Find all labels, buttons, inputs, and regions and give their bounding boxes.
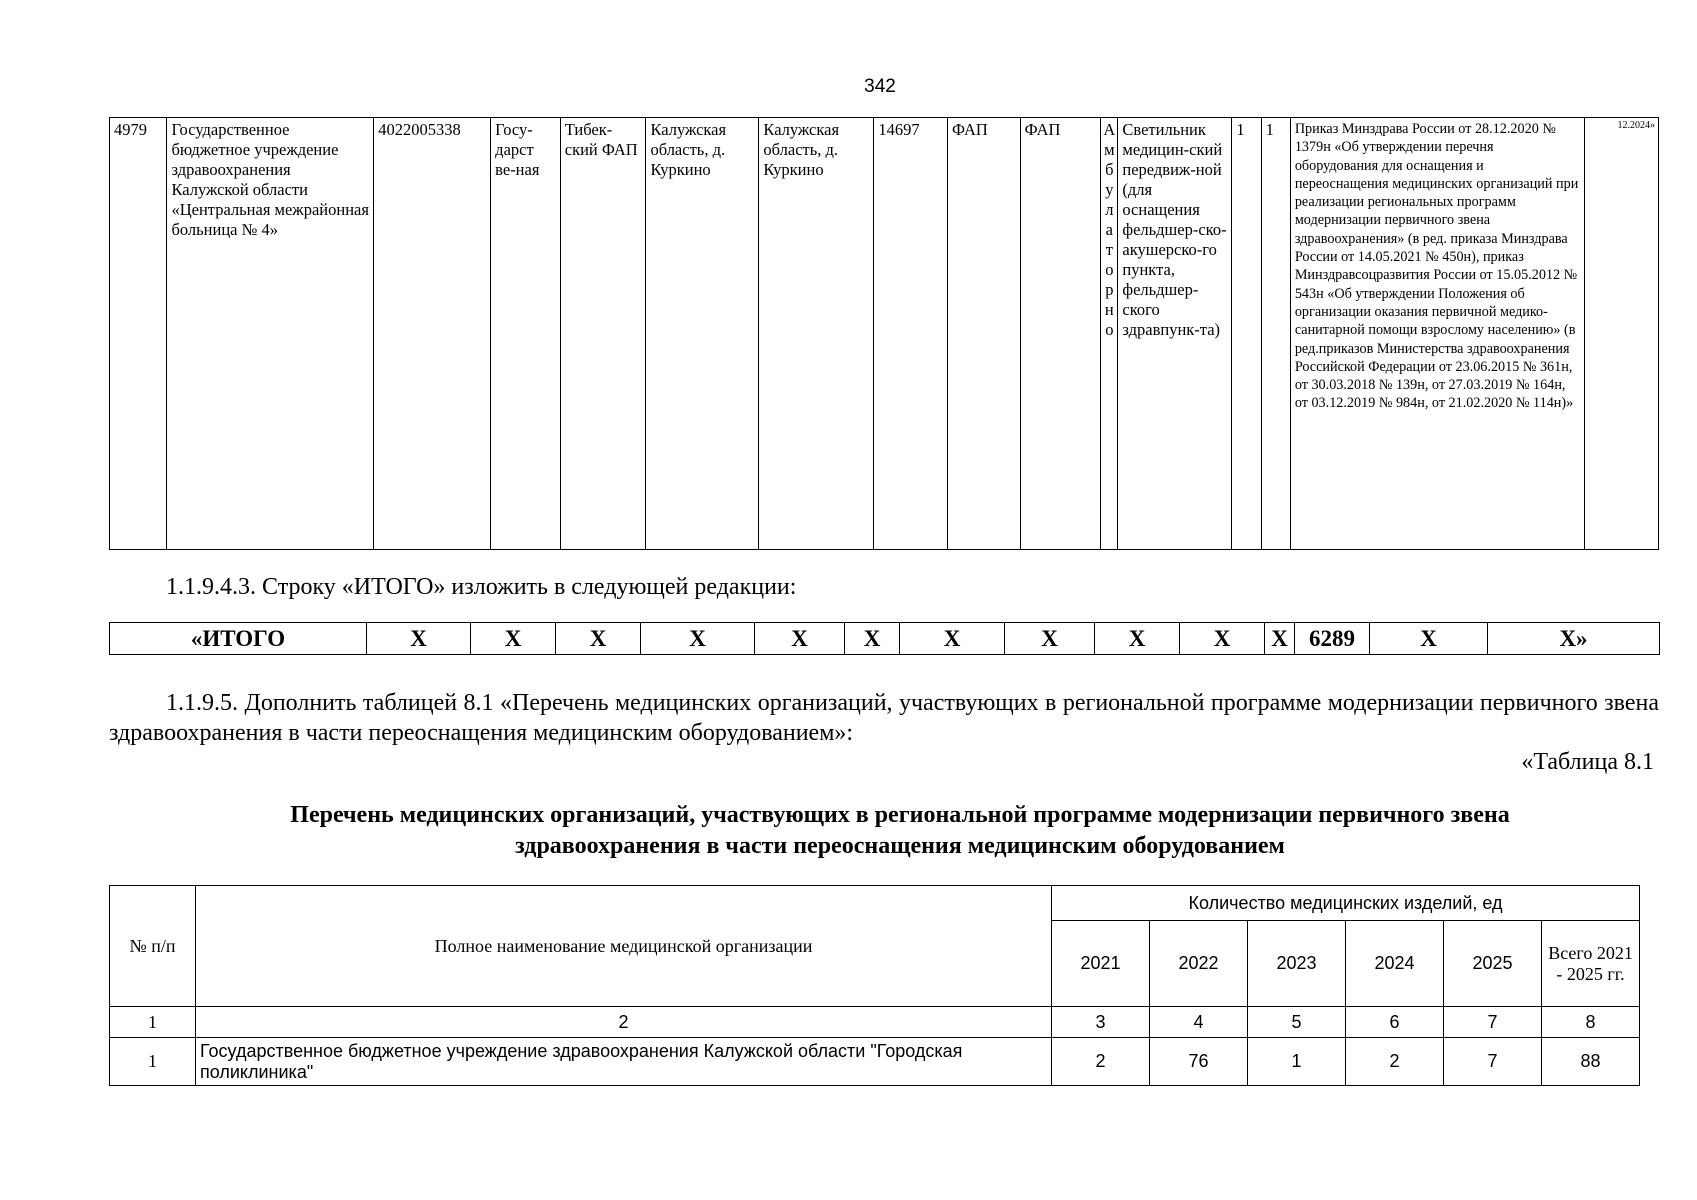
equipment-table-row	[109, 117, 1659, 550]
quantity-cell-2: 1	[1261, 118, 1290, 550]
header-quantity: Количество медицинских изделий, ед	[1052, 886, 1640, 921]
vertical-letter: у	[1105, 180, 1114, 199]
header-year-2023: 2023	[1248, 921, 1346, 1007]
inn-cell: 4022005338	[374, 118, 491, 550]
table-row	[110, 118, 1659, 550]
itogo-x: X	[1095, 623, 1180, 655]
care-form-letters	[1101, 120, 1117, 340]
vertical-letter: р	[1105, 280, 1114, 299]
vertical-letter: б	[1105, 160, 1114, 179]
header-year-2024: 2024	[1346, 921, 1444, 1007]
itogo-table	[109, 622, 1660, 655]
organization-name: Государственное бюджетное учреждение здравоохранения Калужской области «Центральная межрайонная больница № 4»	[167, 118, 374, 550]
vertical-letter: м	[1104, 140, 1115, 159]
column-number: 5	[1248, 1007, 1346, 1038]
itogo-row	[110, 623, 1660, 655]
address-cell-1: Калужская область, д. Куркино	[646, 118, 759, 550]
vertical-letter: о	[1105, 320, 1114, 339]
vertical-letter: а	[1105, 220, 1113, 239]
vertical-letter: н	[1104, 300, 1114, 319]
header-year-2021: 2021	[1052, 921, 1150, 1007]
population-cell: 14697	[874, 118, 948, 550]
column-number: 6	[1346, 1007, 1444, 1038]
quantity-cell-1: 1	[1232, 118, 1261, 550]
itogo-x: X	[1265, 623, 1295, 655]
value-2024: 2	[1346, 1038, 1444, 1086]
column-numbers-row	[110, 1007, 1640, 1038]
value-2023: 1	[1248, 1038, 1346, 1086]
equipment-cell: Светильник медицин-ский передвиж-ной (для оснащения фельдшер-ско-акушерско-го пункта, фельдшер-ского здравпунк-та)	[1118, 118, 1232, 550]
value-2022: 76	[1150, 1038, 1248, 1086]
itogo-total: 6289	[1295, 623, 1370, 655]
itogo-last: X»	[1488, 623, 1660, 655]
header-row	[110, 886, 1640, 921]
column-number: 1	[110, 1007, 196, 1038]
itogo-x: X	[1370, 623, 1488, 655]
row-number: 4979	[110, 118, 167, 550]
column-number: 8	[1542, 1007, 1640, 1038]
itogo-x: X	[471, 623, 556, 655]
value-2021: 2	[1052, 1038, 1150, 1086]
vertical-letter: А	[1103, 120, 1116, 139]
table-label: «Таблица 8.1	[1521, 749, 1654, 775]
paragraph-add-table: 1.1.9.5. Дополнить таблицей 8.1 «Перечень медицинских организаций, участвующих в региональной программе модернизации первичного звена здравоохранения в части переоснащения медицинским оборудованием»:	[109, 690, 1659, 746]
table-row	[110, 1038, 1640, 1086]
column-number: 7	[1444, 1007, 1542, 1038]
organization-name: Государственное бюджетное учреждение здравоохранения Калужской области "Городская поликлиника"	[196, 1038, 1052, 1086]
period-cell: 12.2024»	[1585, 118, 1659, 550]
facility-name-cell: Тибек-ский ФАП	[560, 118, 646, 550]
header-total: Всего 2021 - 2025 гг.	[1542, 921, 1640, 1007]
table-8-1	[109, 885, 1640, 1086]
itogo-x: X	[1005, 623, 1095, 655]
row-number: 1	[110, 1038, 196, 1086]
column-number: 2	[196, 1007, 1052, 1038]
page-number: 342	[864, 76, 896, 97]
itogo-x: X	[367, 623, 471, 655]
header-year-2025: 2025	[1444, 921, 1542, 1007]
address-cell-2: Калужская область, д. Куркино	[759, 118, 874, 550]
facility-type-cell-1: ФАП	[947, 118, 1020, 550]
header-year-2022: 2022	[1150, 921, 1248, 1007]
vertical-letter: т	[1105, 240, 1113, 259]
header-num: № п/п	[110, 886, 196, 1007]
itogo-x: X	[1180, 623, 1265, 655]
value-total: 88	[1542, 1038, 1640, 1086]
itogo-label: «ИТОГО	[110, 623, 367, 655]
column-number: 4	[1150, 1007, 1248, 1038]
vertical-letter: л	[1105, 200, 1114, 219]
facility-type-cell-2: ФАП	[1020, 118, 1101, 550]
vertical-letter: о	[1105, 260, 1114, 279]
itogo-x: X	[755, 623, 845, 655]
header-name: Полное наименование медицинской организации	[196, 886, 1052, 1007]
itogo-x: X	[556, 623, 641, 655]
ownership-cell: Госу-дарст ве-ная	[491, 118, 561, 550]
paragraph-itogo-instruction: 1.1.9.4.3. Строку «ИТОГО» изложить в следующей редакции:	[166, 574, 797, 600]
value-2025: 7	[1444, 1038, 1542, 1086]
care-form-vertical-cell	[1101, 118, 1118, 550]
column-number: 3	[1052, 1007, 1150, 1038]
table-title: Перечень медицинских организаций, участвующих в региональной программе модернизации первичного звена здравоохранения в части переоснащения медицинским оборудованием	[290, 802, 1510, 859]
legal-basis-cell: Приказ Минздрава России от 28.12.2020 № 1379н «Об утверждении перечня оборудования для оснащения и переоснащения медицинских организаций при реализации региональных программ модернизации первичного звена здравоохранения» (в ред. приказа Минздрава России от 14.05.2021 № 450н), приказ Минздравсоцразвития России от 15.05.2012 № 543н «Об утверждении Положения об организации оказания первичной медико-санитарной помощи взрослому населению» (в ред.приказов Министерства здравоохранения Российской Федерации от 23.06.2015 № 361н, от 30.03.2018 № 139н, от 27.03.2019 № 164н, от 03.12.2019 № 984н, от 21.02.2020 № 114н)»	[1290, 118, 1584, 550]
itogo-x: X	[900, 623, 1005, 655]
itogo-x: X	[641, 623, 755, 655]
itogo-x: X	[845, 623, 900, 655]
